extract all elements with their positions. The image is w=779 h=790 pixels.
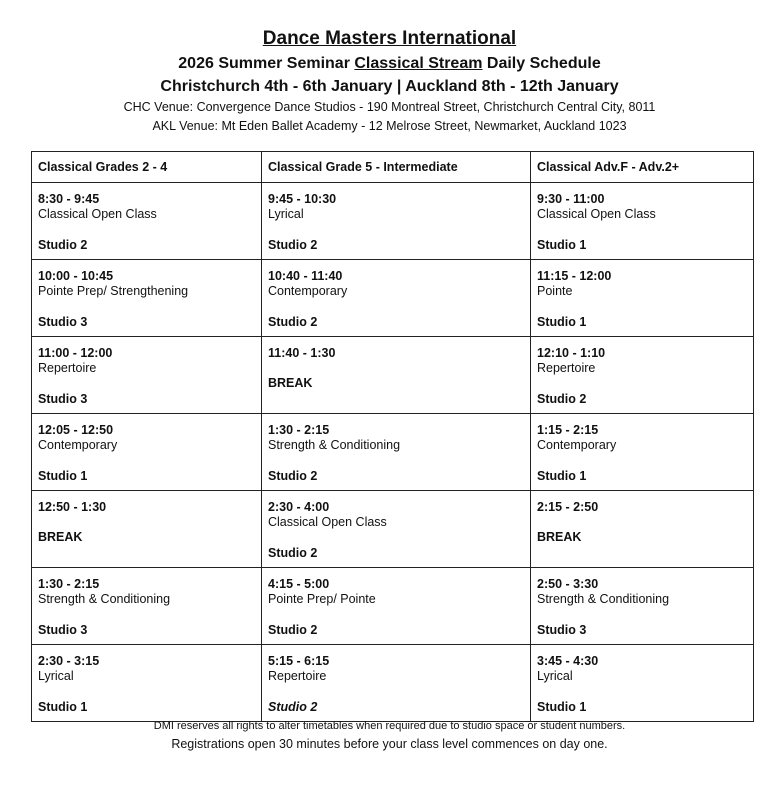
slot-class: Strength & Conditioning	[38, 592, 171, 606]
slot-class: Classical Open Class	[268, 515, 387, 529]
table-header-row	[32, 152, 754, 183]
slot-time: 10:40 - 11:40	[268, 269, 343, 283]
slot-time: 2:15 - 2:50	[537, 500, 599, 514]
slot-time: 12:10 - 1:10	[537, 346, 606, 360]
slot-studio: Studio 1	[537, 700, 587, 714]
page-subtitle	[0, 53, 779, 75]
slot-studio: Studio 2	[537, 392, 587, 406]
slot-time: 3:45 - 4:30	[537, 654, 599, 668]
slot-class: Pointe Prep/ Strengthening	[38, 284, 189, 298]
slot-studio: Studio 2	[268, 700, 318, 714]
slot-studio: Studio 1	[537, 238, 587, 252]
schedule-cell	[531, 491, 754, 568]
slot-time: 9:30 - 11:00	[537, 192, 605, 206]
slot-class: Contemporary	[38, 438, 118, 452]
slot-studio: Studio 3	[537, 623, 587, 637]
table-row	[32, 183, 754, 260]
slot-time: 11:40 - 1:30	[268, 346, 336, 360]
slot-studio: Studio 2	[268, 623, 318, 637]
slot-class: Pointe Prep/ Pointe	[268, 592, 376, 606]
slot-time: 5:15 - 6:15	[268, 654, 330, 668]
slot-class: Classical Open Class	[38, 207, 157, 221]
schedule-cell	[531, 568, 754, 645]
schedule-cell	[262, 337, 531, 414]
column-header-grades-2-4: Classical Grades 2 - 4	[32, 152, 262, 183]
chc-venue: CHC Venue: Convergence Dance Studios - 190 Montreal Street, Christchurch Central City, 8011	[123, 100, 656, 114]
slot-studio: Studio 2	[38, 238, 88, 252]
slot-time: 2:30 - 4:00	[268, 500, 330, 514]
slot-class: Pointe	[537, 284, 573, 298]
table-row	[32, 337, 754, 414]
slot-class: Contemporary	[537, 438, 617, 452]
slot-class: Repertoire	[38, 361, 97, 375]
slot-time: 1:30 - 2:15	[38, 577, 100, 591]
slot-class: Lyrical	[268, 207, 304, 221]
schedule-cell	[531, 183, 754, 260]
break-label: BREAK	[38, 530, 83, 544]
table-row	[32, 491, 754, 568]
slot-class: Repertoire	[537, 361, 596, 375]
slot-class: Repertoire	[268, 669, 327, 683]
slot-studio: Studio 1	[38, 700, 88, 714]
slot-time: 12:05 - 12:50	[38, 423, 114, 437]
slot-studio: Studio 2	[268, 315, 318, 329]
page-title: Dance Masters International	[262, 28, 517, 49]
slot-studio: Studio 1	[537, 315, 587, 329]
column-header-grade-5-intermediate: Classical Grade 5 - Intermediate	[262, 152, 531, 183]
registration-notice: Registrations open 30 minutes before your class level commences on day one.	[171, 737, 608, 751]
slot-time: 11:00 - 12:00	[38, 346, 113, 360]
slot-class: Lyrical	[38, 669, 74, 683]
column-header-adv: Classical Adv.F - Adv.2+	[531, 152, 754, 183]
rights-notice: DMI reserves all rights to alter timetables when required due to studio space or student numbers.	[153, 720, 626, 732]
table-row	[32, 645, 754, 722]
schedule-cell	[32, 414, 262, 491]
schedule-cell	[531, 260, 754, 337]
slot-class: Strength & Conditioning	[537, 592, 670, 606]
schedule-cell	[531, 645, 754, 722]
akl-venue: AKL Venue: Mt Eden Ballet Academy - 12 Melrose Street, Newmarket, Auckland 1023	[152, 119, 627, 133]
slot-studio: Studio 2	[268, 238, 318, 252]
table-row	[32, 260, 754, 337]
schedule-cell	[262, 414, 531, 491]
slot-time: 2:30 - 3:15	[38, 654, 100, 668]
schedule-cell	[32, 260, 262, 337]
slot-class: Classical Open Class	[537, 207, 656, 221]
slot-studio: Studio 2	[268, 469, 318, 483]
break-label: BREAK	[268, 376, 313, 390]
slot-time: 10:00 - 10:45	[38, 269, 114, 283]
slot-class: Lyrical	[537, 669, 573, 683]
subtitle-stream: Classical Stream	[354, 55, 483, 72]
slot-time: 4:15 - 5:00	[268, 577, 330, 591]
slot-studio: Studio 2	[268, 546, 318, 560]
slot-studio: Studio 3	[38, 623, 88, 637]
table-row	[32, 568, 754, 645]
schedule-cell	[262, 260, 531, 337]
break-label: BREAK	[537, 530, 582, 544]
slot-studio: Studio 1	[38, 469, 88, 483]
table-row	[32, 414, 754, 491]
seminar-dates: Christchurch 4th - 6th January | Auckland 8th - 12th January	[160, 78, 619, 95]
slot-studio: Studio 3	[38, 392, 88, 406]
slot-time: 1:15 - 2:15	[537, 423, 599, 437]
subtitle-suffix: Daily Schedule	[482, 55, 601, 72]
schedule-cell	[32, 337, 262, 414]
slot-studio: Studio 3	[38, 315, 88, 329]
schedule-table	[31, 151, 754, 722]
slot-time: 1:30 - 2:15	[268, 423, 330, 437]
schedule-cell	[262, 183, 531, 260]
slot-time: 2:50 - 3:30	[537, 577, 599, 591]
slot-class: Contemporary	[268, 284, 348, 298]
slot-studio: Studio 1	[537, 469, 587, 483]
slot-time: 12:50 - 1:30	[38, 500, 107, 514]
schedule-cell	[262, 568, 531, 645]
schedule-cell	[262, 491, 531, 568]
schedule-cell	[32, 183, 262, 260]
schedule-cell	[32, 491, 262, 568]
slot-class: Strength & Conditioning	[268, 438, 401, 452]
subtitle-prefix: 2026 Summer Seminar	[178, 55, 355, 72]
schedule-cell	[531, 337, 754, 414]
slot-time: 9:45 - 10:30	[268, 192, 337, 206]
slot-time: 11:15 - 12:00	[537, 269, 612, 283]
schedule-cell	[32, 645, 262, 722]
schedule-cell	[531, 414, 754, 491]
schedule-cell	[32, 568, 262, 645]
schedule-cell	[262, 645, 531, 722]
slot-time: 8:30 - 9:45	[38, 192, 100, 206]
